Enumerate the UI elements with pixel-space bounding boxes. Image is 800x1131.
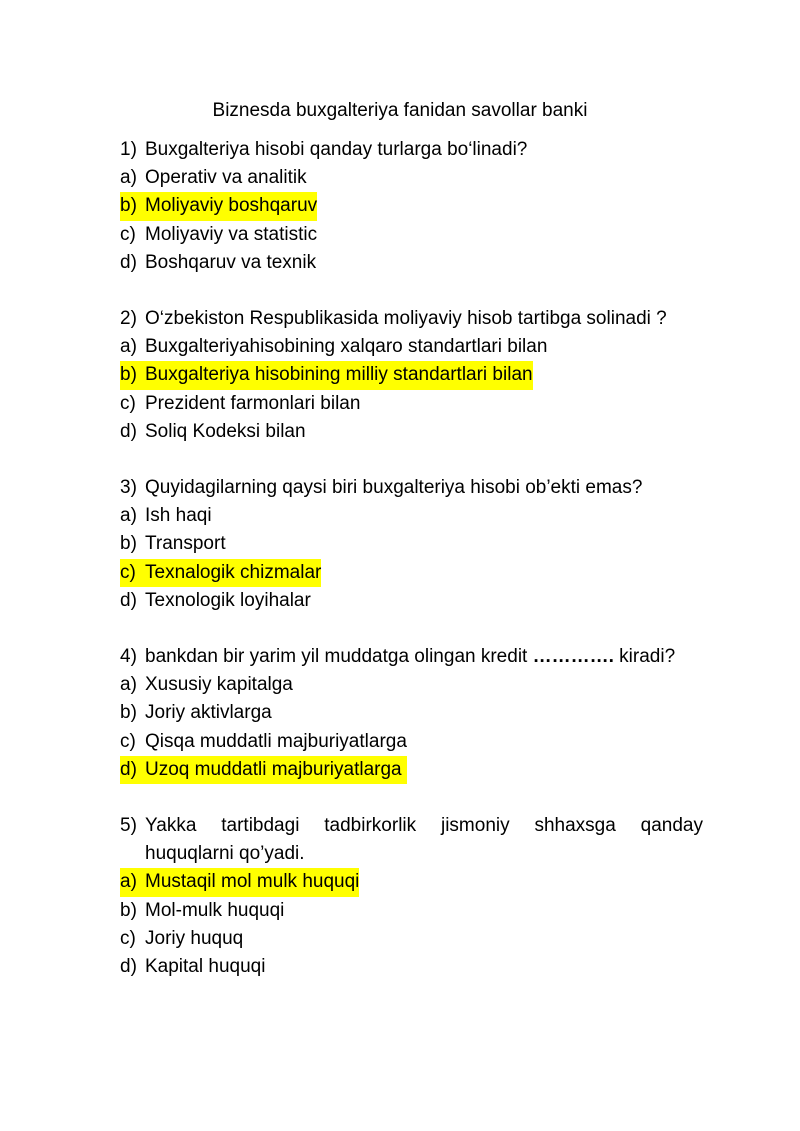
option-text: Mustaqil mol mulk huquqi (145, 871, 360, 893)
question-text (120, 643, 703, 671)
question-text-line-1: Yakka tartibdagi tadbirkorlik jismoniy shhaxsga qanday (145, 815, 703, 837)
option-text: Texnalogik chizmalar (145, 561, 322, 583)
option-letter: d) (120, 420, 137, 442)
question-label (145, 812, 703, 868)
question-text-before: bankdan bir yarim yil muddatga olingan kredit (145, 646, 533, 668)
option-letter: d) (120, 956, 137, 978)
option-letter: c) (120, 730, 136, 752)
option-letter: b) (120, 899, 137, 921)
option-letter: b) (120, 702, 137, 724)
option-text: Buxgalteriya hisobining milliy standartlari bilan (145, 364, 533, 386)
option-letter: a) (120, 336, 137, 358)
option-letter: c) (120, 392, 136, 414)
option-letter: a) (120, 871, 137, 893)
option-c (120, 221, 703, 249)
option-a-correct (120, 868, 703, 896)
option-text: Texnologik loyihalar (145, 589, 311, 611)
option-d-correct (120, 756, 703, 784)
answer-highlight (120, 559, 321, 587)
question-number: 2) (120, 308, 137, 330)
option-a (120, 502, 703, 530)
option-c-correct (120, 559, 703, 587)
question-list (120, 136, 703, 1009)
option-b-correct (120, 361, 703, 389)
option-text: Qisqa muddatli majburiyatlarga (145, 730, 407, 752)
option-text: Uzoq muddatli majburiyatlarga (145, 758, 407, 780)
question-label: O‘zbekiston Respublikasida moliyaviy hisob tartibga solinadi ? (145, 308, 667, 330)
question-text (120, 812, 703, 868)
option-letter: c) (120, 223, 136, 245)
question-text (120, 474, 703, 502)
option-text: Xususiy kapitalga (145, 674, 293, 696)
option-letter: d) (120, 251, 137, 273)
question-number: 5) (120, 815, 137, 837)
option-text: Joriy aktivlarga (145, 702, 272, 724)
option-b (120, 530, 703, 558)
option-b-correct (120, 192, 703, 220)
option-d (120, 249, 703, 277)
question-5 (120, 812, 703, 981)
option-text: Moliyaviy boshqaruv (145, 195, 318, 217)
option-text: Operativ va analitik (145, 167, 307, 189)
question-text (120, 136, 703, 164)
option-d (120, 587, 703, 615)
answer-highlight (120, 192, 317, 220)
option-letter: c) (120, 561, 136, 583)
option-text: Moliyaviy va statistic (145, 223, 318, 245)
question-4 (120, 643, 703, 784)
question-1 (120, 136, 703, 277)
option-text: Transport (145, 533, 226, 555)
option-d (120, 953, 703, 981)
option-text: Prezident farmonlari bilan (145, 392, 361, 414)
option-a (120, 333, 703, 361)
question-label: Buxgalteriya hisobi qanday turlarga bo‘linadi? (145, 139, 528, 160)
option-d (120, 418, 703, 446)
option-b (120, 699, 703, 727)
option-text: Mol-mulk huquqi (145, 899, 285, 921)
answer-highlight (120, 756, 407, 784)
option-c (120, 390, 703, 418)
option-letter: b) (120, 195, 137, 217)
blank-dots: …………. (532, 646, 614, 668)
option-letter: b) (120, 533, 137, 555)
question-text-after: kiradi? (613, 646, 676, 668)
document-title: Biznesda buxgalteriya fanidan savollar banki (212, 100, 588, 121)
question-text-line-2: huquqlarni qo’yadi. (145, 843, 305, 865)
question-text (120, 305, 703, 333)
option-letter: d) (120, 758, 137, 780)
question-3 (120, 474, 703, 615)
question-label (145, 643, 703, 671)
question-label: Quyidagilarning qaysi biri buxgalteriya hisobi ob’ekti emas? (145, 477, 643, 499)
option-text: Joriy huquq (145, 927, 244, 949)
option-letter: a) (120, 505, 137, 527)
question-number: 3) (120, 477, 137, 499)
option-text: Ish haqi (145, 505, 212, 527)
question-number: 4) (120, 646, 137, 668)
question-number: 1) (120, 139, 137, 160)
question-2 (120, 305, 703, 446)
option-c (120, 728, 703, 756)
option-letter: c) (120, 927, 136, 949)
answer-highlight (120, 361, 533, 389)
option-letter: d) (120, 589, 137, 611)
option-text: Buxgalteriyahisobining xalqaro standartlari bilan (145, 336, 548, 358)
option-a (120, 164, 703, 192)
option-letter: b) (120, 364, 137, 386)
option-letter: a) (120, 674, 137, 696)
option-text: Kapital huquqi (145, 956, 266, 978)
option-c (120, 925, 703, 953)
option-b (120, 897, 703, 925)
option-text: Boshqaruv va texnik (145, 251, 317, 273)
answer-highlight (120, 868, 359, 896)
option-a (120, 671, 703, 699)
option-text: Soliq Kodeksi bilan (145, 420, 306, 442)
option-letter: a) (120, 167, 137, 189)
